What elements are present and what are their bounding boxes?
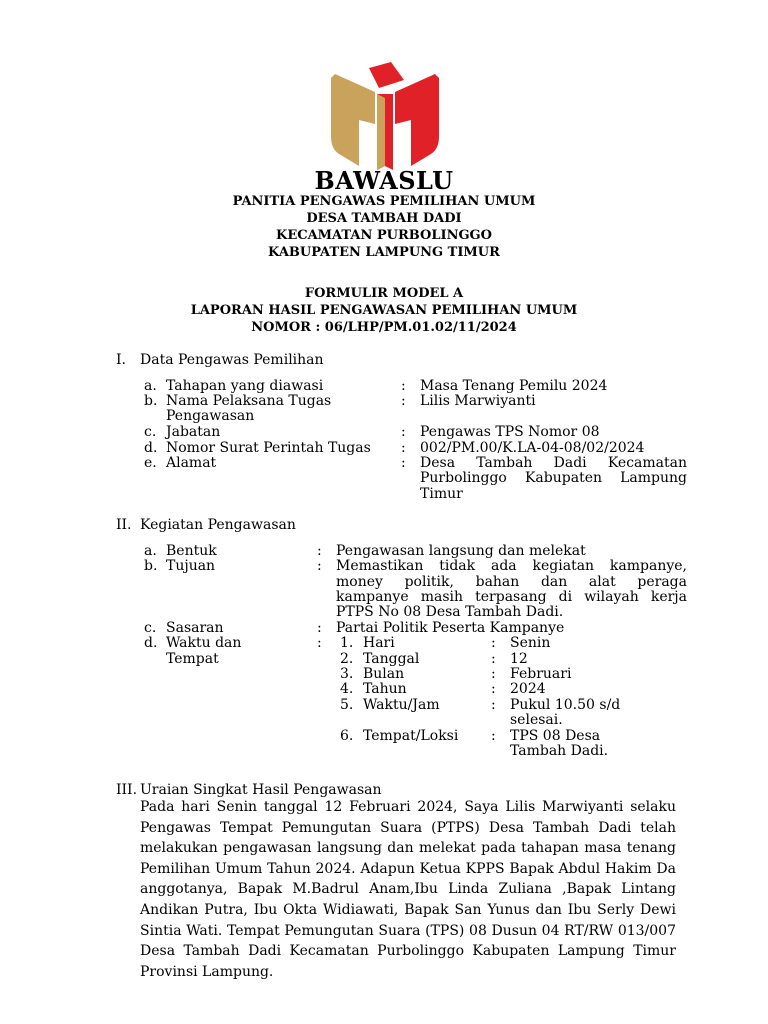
sub-item-number: 5. <box>340 697 354 713</box>
sub-item-label: Hari <box>363 635 395 651</box>
header-line-1: PANITIA PENGAWAS PEMILIHAN UMUM <box>232 194 536 209</box>
item-label-line-2: Pengawasan <box>166 408 255 424</box>
sub-item-number: 6. <box>340 728 354 744</box>
item-value-line: kampanye masih terpasang di wilayah kerja <box>336 589 687 605</box>
bawaslu-logo-icon <box>329 62 441 170</box>
sub-item-value-line-2: selesai. <box>510 712 563 728</box>
item-label: Waktu dan <box>166 635 242 651</box>
item-label: Nama Pelaksana Tugas <box>166 393 332 409</box>
item-value-line: PTPS No 08 Desa Tambah Dadi. <box>336 604 564 620</box>
logo-text: BAWASLU <box>314 166 454 195</box>
sub-item-value: 12 <box>510 651 528 667</box>
header-line-2: DESA TAMBAH DADI <box>306 211 462 226</box>
item-colon: : <box>317 620 322 636</box>
section-1-numeral: I. <box>116 352 126 368</box>
form-subtitle: LAPORAN HASIL PENGAWASAN PEMILIHAN UMUM <box>190 303 578 318</box>
sub-item-value: Senin <box>510 635 551 651</box>
sub-item-value: Februari <box>510 666 572 682</box>
sub-item-number: 2. <box>340 651 354 667</box>
item-value: Pengawas TPS Nomor 08 <box>420 424 600 440</box>
item-label: Alamat <box>166 455 217 471</box>
item-label: Sasaran <box>166 620 224 636</box>
item-label: Tahapan yang diawasi <box>166 378 324 394</box>
item-value-line: Desa Tambah Dadi Kecamatan <box>420 455 687 471</box>
item-value-line: Purbolinggo Kabupaten Lampung <box>420 470 687 486</box>
sub-item-value-line-2: Tambah Dadi. <box>510 743 609 759</box>
item-value: Lilis Marwiyanti <box>420 393 536 409</box>
sub-item-colon: : <box>491 728 496 744</box>
sub-item-number: 1. <box>340 635 354 651</box>
section-1-title: Data Pengawas Pemilihan <box>140 352 324 368</box>
section-3-paragraph: Pada hari Senin tanggal 12 Februari 2024, Saya Lilis Marwiyanti selaku Pengawas Tempat Pemungutan Suara (PTPS) Desa Tambah Dadi telah melakukan pengawasan langsung dan melekat pada tahapan masa tenang Pemilihan Umum Tahun 2024. Adapun Ketua KPPS Bapak Abdul Hakim Da anggotanya, Bapak M.Badrul Anam,Ibu Linda Zuliana ,Bapak Lintang Andikan Putra, Ibu Okta Widiawati, Bapak San Yunus dan Ibu Serly Dewi Sintia Wati. Tempat Pemungutan Suara (TPS) 08 Dusun 04 RT/RW 013/007 Desa Tambah Dadi Kecamatan Purbolinggo Kabupaten Lampung Timur Provinsi Lampung. <box>140 799 676 980</box>
sub-item-colon: : <box>491 666 496 682</box>
item-value-line: money politik, bahan dan alat peraga <box>336 574 687 590</box>
item-label: Nomor Surat Perintah Tugas <box>166 440 371 456</box>
item-letter: a. <box>144 543 157 559</box>
item-colon: : <box>317 635 322 651</box>
item-letter: c. <box>144 620 157 636</box>
sub-item-number: 3. <box>340 666 354 682</box>
item-letter: d. <box>144 440 158 456</box>
sub-item-number: 4. <box>340 681 354 697</box>
item-colon: : <box>401 455 406 471</box>
sub-item-value: 2024 <box>510 681 546 697</box>
sub-item-label: Tanggal <box>363 651 420 667</box>
form-title: FORMULIR MODEL A <box>304 286 464 301</box>
item-colon: : <box>401 424 406 440</box>
sub-item-value: TPS 08 Desa <box>510 728 601 744</box>
section-3-numeral: III. <box>116 782 138 798</box>
sub-item-label: Bulan <box>363 666 405 682</box>
item-letter: b. <box>144 393 158 409</box>
item-letter: b. <box>144 558 158 574</box>
sub-item-value: Pukul 10.50 s/d <box>510 697 621 713</box>
item-colon: : <box>401 393 406 409</box>
item-value: 002/PM.00/K.LA-04-08/02/2024 <box>420 440 645 456</box>
sub-item-label: Tahun <box>363 681 407 697</box>
item-value-line: Memastikan tidak ada kegiatan kampanye, <box>336 558 687 574</box>
item-label-line-2: Tempat <box>166 651 219 667</box>
sub-item-colon: : <box>491 651 496 667</box>
item-value: Pengawasan langsung dan melekat <box>336 543 586 559</box>
item-colon: : <box>317 558 322 574</box>
header-line-4: KABUPATEN LAMPUNG TIMUR <box>268 245 500 260</box>
sub-item-colon: : <box>491 681 496 697</box>
sub-item-label: Tempat/Loksi <box>363 728 459 744</box>
item-colon: : <box>401 378 406 394</box>
item-letter: d. <box>144 635 158 651</box>
sub-item-label: Waktu/Jam <box>363 697 440 713</box>
section-2-numeral: II. <box>116 517 132 533</box>
item-label: Tujuan <box>166 558 216 574</box>
item-letter: e. <box>144 455 157 471</box>
item-value: Partai Politik Peserta Kampanye <box>336 620 565 636</box>
item-value-line: Timur <box>420 486 463 502</box>
item-letter: a. <box>144 378 157 394</box>
form-number: NOMOR : 06/LHP/PM.01.02/11/2024 <box>251 320 517 335</box>
item-label: Bentuk <box>166 543 217 559</box>
header-line-3: KECAMATAN PURBOLINGGO <box>276 228 492 243</box>
sub-item-colon: : <box>491 697 496 713</box>
item-letter: c. <box>144 424 157 440</box>
sub-item-colon: : <box>491 635 496 651</box>
item-colon: : <box>401 440 406 456</box>
item-colon: : <box>317 543 322 559</box>
item-value: Masa Tenang Pemilu 2024 <box>420 378 608 394</box>
item-label: Jabatan <box>166 424 221 440</box>
section-3-title: Uraian Singkat Hasil Pengawasan <box>140 782 382 798</box>
section-2-title: Kegiatan Pengawasan <box>140 517 296 533</box>
